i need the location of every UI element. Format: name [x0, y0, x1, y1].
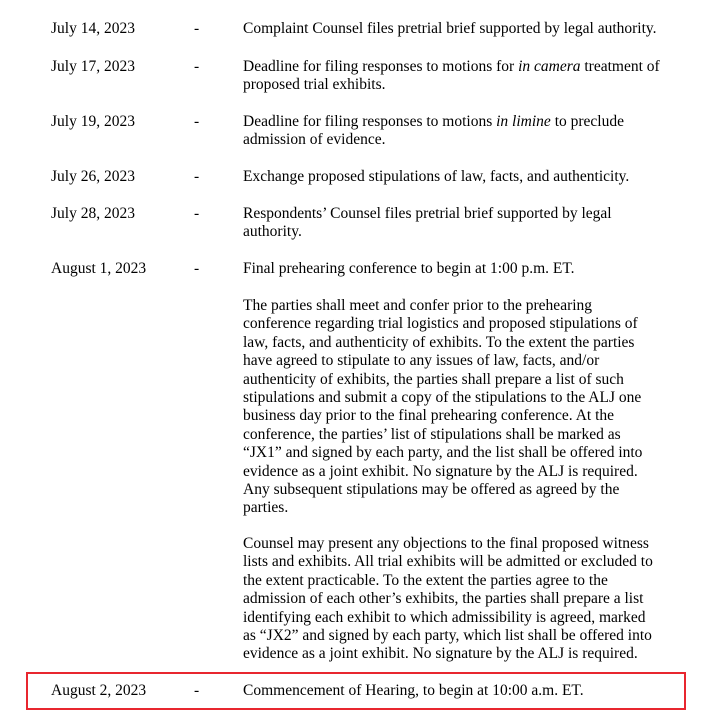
schedule-description [243, 168, 683, 186]
paragraph-line: conference regarding trial logistics and proposed stipulations of [243, 315, 638, 333]
paragraph-line: Any subsequent stipulations may be offered as agreed by the [243, 481, 620, 499]
paragraph-line: stipulations and submit a copy of the stipulations to the ALJ one [243, 389, 642, 407]
schedule-date: July 19, 2023 [51, 113, 135, 130]
prehearing-stipulations-paragraph [243, 297, 683, 518]
schedule-description [243, 58, 683, 95]
schedule-date: July 14, 2023 [51, 20, 135, 37]
italic-term: in camera [518, 58, 581, 75]
schedule-date: August 1, 2023 [51, 260, 147, 277]
schedule-description [243, 682, 683, 700]
schedule-description [243, 113, 683, 150]
italic-term: in limine [496, 113, 551, 130]
schedule-date: August 2, 2023 [51, 682, 147, 699]
paragraph-line: business day prior to the final prehearing conference. At the [243, 407, 615, 425]
paragraph-line: Counsel may present any objections to the final proposed witness [243, 535, 649, 552]
schedule-dash: - [194, 58, 200, 75]
paragraph-line: authenticity of exhibits, the parties shall prepare a list of such [243, 370, 624, 388]
paragraph-line: The parties shall meet and confer prior to the prehearing [243, 297, 593, 314]
schedule-dash: - [194, 682, 200, 699]
paragraph-line: evidence as a joint exhibit. No signature by the ALJ is required. [243, 462, 638, 480]
paragraph-line: identifying each exhibit to which admissibility is agreed, marked [243, 608, 646, 626]
schedule-dash: - [194, 113, 200, 130]
paragraph-line: have agreed to stipulate to any issues of law, facts, and/or [243, 352, 600, 370]
description-line: Deadline for filing responses to motions in limine to preclude [243, 113, 624, 130]
description-line: Exchange proposed stipulations of law, facts, and authenticity. [243, 168, 630, 185]
description-line: Complaint Counsel files pretrial brief supported by legal authority. [243, 20, 657, 37]
description-line: proposed trial exhibits. [243, 76, 386, 94]
description-line: Respondents’ Counsel files pretrial brief supported by legal [243, 205, 612, 222]
schedule-dash: - [194, 205, 200, 222]
schedule-description [243, 205, 683, 242]
description-line: Commencement of Hearing, to begin at 10:00 a.m. ET. [243, 682, 584, 699]
schedule-description [243, 260, 683, 278]
description-line: admission of evidence. [243, 131, 386, 149]
schedule-description [243, 20, 683, 38]
paragraph-line: parties. [243, 499, 289, 517]
description-line: authority. [243, 223, 302, 241]
paragraph-line: admission of each other’s exhibits, the parties shall prepare a list [243, 590, 644, 608]
paragraph-line: evidence as a joint exhibit. No signature by the ALJ is required. [243, 645, 638, 663]
prehearing-objections-paragraph [243, 535, 683, 664]
paragraph-line: the extent practicable. To the extent the parties agree to the [243, 571, 608, 589]
schedule-dash: - [194, 168, 200, 185]
schedule-date: July 17, 2023 [51, 58, 135, 75]
schedule-date: July 28, 2023 [51, 205, 135, 222]
paragraph-line: “JX1” and signed by each party, and the list shall be offered into [243, 444, 643, 462]
paragraph-line: law, facts, and authenticity of exhibits. To the extent the parties [243, 333, 635, 351]
schedule-date: July 26, 2023 [51, 168, 135, 185]
paragraph-line: conference, the parties’ list of stipulations shall be marked as [243, 425, 621, 443]
paragraph-line: lists and exhibits. All trial exhibits will be admitted or excluded to [243, 553, 653, 571]
description-line: Deadline for filing responses to motions for in camera treatment of [243, 58, 660, 75]
schedule-dash: - [194, 20, 200, 37]
paragraph-line: as “JX2” and signed by each party, which list shall be offered into [243, 627, 652, 645]
schedule-dash: - [194, 260, 200, 277]
description-line: Final prehearing conference to begin at 1:00 p.m. ET. [243, 260, 575, 277]
